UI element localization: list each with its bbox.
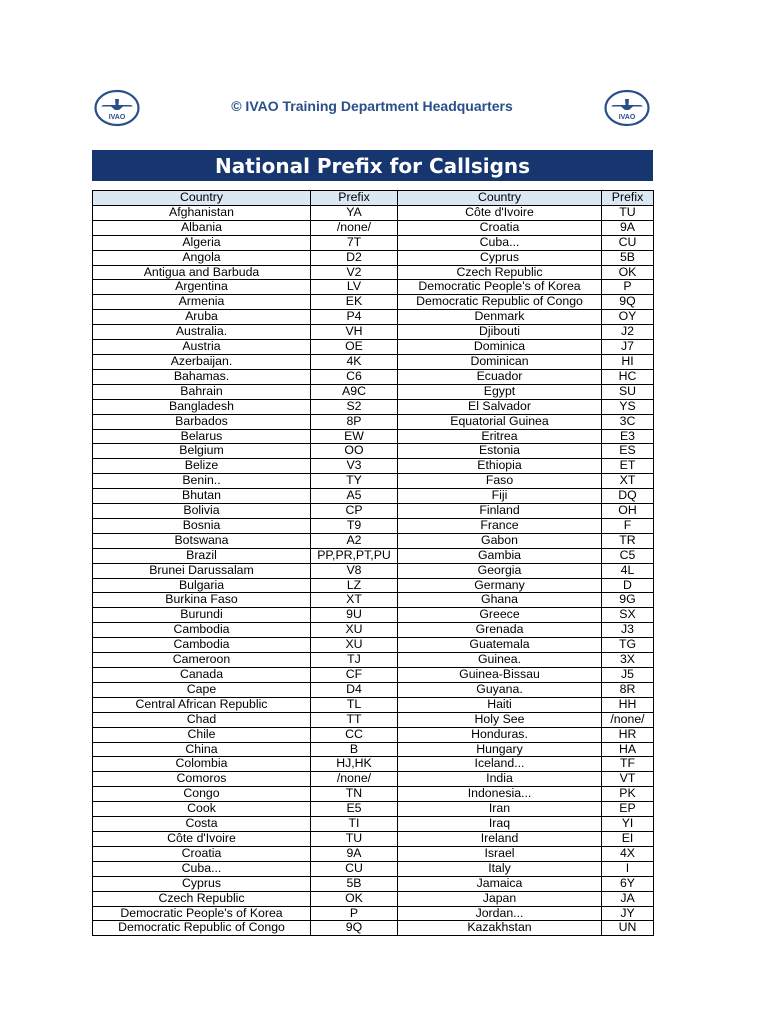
prefix-cell: TY: [311, 474, 398, 489]
table-row: [93, 548, 654, 563]
country-cell: Chad: [93, 712, 311, 727]
prefix-cell: CC: [311, 727, 398, 742]
prefix-cell: D: [602, 578, 654, 593]
country-cell: Burundi: [93, 608, 311, 623]
country-cell: Czech Republic: [93, 891, 311, 906]
table-row: [93, 697, 654, 712]
country-cell: Equatorial Guinea: [398, 414, 602, 429]
prefix-cell: EP: [602, 802, 654, 817]
prefix-cell: XT: [311, 593, 398, 608]
prefix-cell: YI: [602, 817, 654, 832]
country-cell: Finland: [398, 504, 602, 519]
country-cell: Angola: [93, 250, 311, 265]
prefix-cell: TG: [602, 638, 654, 653]
prefix-cell: 3X: [602, 653, 654, 668]
prefix-cell: VH: [311, 325, 398, 340]
country-cell: Israel: [398, 846, 602, 861]
prefix-cell: V8: [311, 563, 398, 578]
table-row: [93, 533, 654, 548]
ivao-logo-left: [94, 89, 140, 127]
country-cell: Guyana.: [398, 682, 602, 697]
prefix-cell: C6: [311, 369, 398, 384]
svg-text:IVAO: IVAO: [618, 114, 636, 121]
prefix-cell: OO: [311, 444, 398, 459]
table-row: [93, 384, 654, 399]
prefix-cell: XU: [311, 623, 398, 638]
prefix-cell: 4K: [311, 354, 398, 369]
prefix-cell: HH: [602, 697, 654, 712]
prefix-cell: B: [311, 742, 398, 757]
country-cell: Japan: [398, 891, 602, 906]
prefix-cell: ES: [602, 444, 654, 459]
country-cell: Antigua and Barbuda: [93, 265, 311, 280]
country-cell: Costa: [93, 817, 311, 832]
country-cell: Kazakhstan: [398, 921, 602, 936]
table-row: [93, 444, 654, 459]
table-row: [93, 623, 654, 638]
table-row: [93, 682, 654, 697]
country-cell: Ecuador: [398, 369, 602, 384]
table-row: [93, 250, 654, 265]
country-cell: Iran: [398, 802, 602, 817]
country-cell: Albania: [93, 220, 311, 235]
country-cell: Bosnia: [93, 518, 311, 533]
country-cell: Bahrain: [93, 384, 311, 399]
table-body: [93, 205, 654, 935]
prefix-cell: HJ,HK: [311, 757, 398, 772]
prefix-cell: C5: [602, 548, 654, 563]
country-cell: Georgia: [398, 563, 602, 578]
prefix-cell: TT: [311, 712, 398, 727]
country-cell: Chile: [93, 727, 311, 742]
country-cell: Botswana: [93, 533, 311, 548]
prefix-cell: TL: [311, 697, 398, 712]
table-row: [93, 489, 654, 504]
table-row: [93, 474, 654, 489]
country-cell: Aruba: [93, 310, 311, 325]
country-cell: Cook: [93, 802, 311, 817]
country-cell: Ireland: [398, 831, 602, 846]
prefix-cell: P4: [311, 310, 398, 325]
country-cell: Democratic People's of Korea: [398, 280, 602, 295]
prefix-cell: A5: [311, 489, 398, 504]
prefix-cell: 3C: [602, 414, 654, 429]
table-row: [93, 876, 654, 891]
prefix-cell: OH: [602, 504, 654, 519]
country-cell: Jordan...: [398, 906, 602, 921]
prefix-cell: LV: [311, 280, 398, 295]
country-cell: Bhutan: [93, 489, 311, 504]
country-cell: Dominica: [398, 340, 602, 355]
country-cell: Cambodia: [93, 623, 311, 638]
country-cell: Djibouti: [398, 325, 602, 340]
country-cell: Croatia: [398, 220, 602, 235]
prefix-cell: J5: [602, 668, 654, 683]
prefix-cell: ET: [602, 459, 654, 474]
country-cell: Faso: [398, 474, 602, 489]
prefix-cell: PK: [602, 787, 654, 802]
prefix-cell: J7: [602, 340, 654, 355]
table-row: [93, 846, 654, 861]
country-cell: Democratic Republic of Congo: [398, 295, 602, 310]
prefix-cell: 9A: [311, 846, 398, 861]
prefix-cell: CU: [311, 861, 398, 876]
prefix-cell: 4X: [602, 846, 654, 861]
table-row: [93, 593, 654, 608]
country-cell: Cyprus: [93, 876, 311, 891]
prefix-cell: TJ: [311, 653, 398, 668]
prefix-cell: TR: [602, 533, 654, 548]
prefix-cell: CP: [311, 504, 398, 519]
table-row: [93, 906, 654, 921]
country-cell: Bulgaria: [93, 578, 311, 593]
table-row: [93, 325, 654, 340]
country-cell: Indonesia...: [398, 787, 602, 802]
country-cell: China: [93, 742, 311, 757]
country-cell: Gabon: [398, 533, 602, 548]
prefix-cell: TI: [311, 817, 398, 832]
country-cell: Cuba...: [398, 235, 602, 250]
table-row: [93, 742, 654, 757]
prefix-cell: D4: [311, 682, 398, 697]
table-row: [93, 310, 654, 325]
table-row: [93, 369, 654, 384]
prefix-cell: YS: [602, 399, 654, 414]
ivao-logo-right: [604, 89, 650, 127]
prefix-cell: CF: [311, 668, 398, 683]
country-cell: Belarus: [93, 429, 311, 444]
table-row: [93, 817, 654, 832]
country-cell: Congo: [93, 787, 311, 802]
country-cell: Colombia: [93, 757, 311, 772]
prefix-cell: P: [602, 280, 654, 295]
table-row: [93, 802, 654, 817]
country-cell: Italy: [398, 861, 602, 876]
prefix-cell: HI: [602, 354, 654, 369]
prefix-cell: UN: [602, 921, 654, 936]
country-cell: Holy See: [398, 712, 602, 727]
prefix-cell: JY: [602, 906, 654, 921]
country-cell: Belgium: [93, 444, 311, 459]
country-cell: Jamaica: [398, 876, 602, 891]
table-row: [93, 608, 654, 623]
prefix-cell: EW: [311, 429, 398, 444]
country-cell: Ethiopia: [398, 459, 602, 474]
country-cell: Estonia: [398, 444, 602, 459]
header-title: © IVAO Training Department Headquarters: [231, 98, 513, 114]
country-cell: Cuba...: [93, 861, 311, 876]
prefix-cell: V2: [311, 265, 398, 280]
table-row: [93, 727, 654, 742]
prefix-cell: 5B: [602, 250, 654, 265]
country-cell: Algeria: [93, 235, 311, 250]
country-cell: Eritrea: [398, 429, 602, 444]
country-cell: Canada: [93, 668, 311, 683]
prefix-cell: 9G: [602, 593, 654, 608]
country-cell: Côte d'Ivoire: [93, 831, 311, 846]
table-row: [93, 340, 654, 355]
country-cell: Bolivia: [93, 504, 311, 519]
prefix-cell: OK: [602, 265, 654, 280]
country-cell: Democratic Republic of Congo: [93, 921, 311, 936]
table-row: [93, 757, 654, 772]
prefix-cell: 8P: [311, 414, 398, 429]
table-row: [93, 921, 654, 936]
country-cell: Honduras.: [398, 727, 602, 742]
table-row: [93, 563, 654, 578]
prefix-cell: OY: [602, 310, 654, 325]
table-row: [93, 712, 654, 727]
country-cell: Dominican: [398, 354, 602, 369]
table-row: [93, 668, 654, 683]
table-row: [93, 235, 654, 250]
country-cell: Grenada: [398, 623, 602, 638]
country-cell: Cameroon: [93, 653, 311, 668]
country-cell: Brazil: [93, 548, 311, 563]
prefix-cell: I: [602, 861, 654, 876]
country-cell: Bangladesh: [93, 399, 311, 414]
column-header-prefix: Prefix: [311, 191, 398, 206]
prefix-cell: TF: [602, 757, 654, 772]
table-row: [93, 787, 654, 802]
country-cell: Ghana: [398, 593, 602, 608]
country-cell: Croatia: [93, 846, 311, 861]
table-row: [93, 772, 654, 787]
prefix-cell: EK: [311, 295, 398, 310]
prefix-cell: /none/: [311, 772, 398, 787]
table-row: [93, 205, 654, 220]
table-row: [93, 518, 654, 533]
prefix-cell: A9C: [311, 384, 398, 399]
prefix-cell: VT: [602, 772, 654, 787]
prefix-table: [92, 190, 654, 936]
country-cell: Denmark: [398, 310, 602, 325]
table-row: [93, 653, 654, 668]
country-cell: India: [398, 772, 602, 787]
country-cell: Argentina: [93, 280, 311, 295]
prefix-cell: HA: [602, 742, 654, 757]
table-row: [93, 265, 654, 280]
prefix-cell: J2: [602, 325, 654, 340]
prefix-cell: 9A: [602, 220, 654, 235]
prefix-cell: XU: [311, 638, 398, 653]
country-cell: El Salvador: [398, 399, 602, 414]
country-cell: Haiti: [398, 697, 602, 712]
country-cell: Germany: [398, 578, 602, 593]
prefix-cell: /none/: [602, 712, 654, 727]
country-cell: Egypt: [398, 384, 602, 399]
table-header-row: [93, 191, 654, 206]
country-cell: Iceland...: [398, 757, 602, 772]
table-row: [93, 504, 654, 519]
prefix-cell: E3: [602, 429, 654, 444]
country-cell: Hungary: [398, 742, 602, 757]
prefix-cell: HR: [602, 727, 654, 742]
prefix-cell: D2: [311, 250, 398, 265]
prefix-cell: S2: [311, 399, 398, 414]
prefix-cell: A2: [311, 533, 398, 548]
prefix-cell: 5B: [311, 876, 398, 891]
page-title: National Prefix for Callsigns: [92, 150, 653, 181]
prefix-cell: 9U: [311, 608, 398, 623]
country-cell: Greece: [398, 608, 602, 623]
table-row: [93, 354, 654, 369]
table-row: [93, 399, 654, 414]
country-cell: Armenia: [93, 295, 311, 310]
prefix-cell: T9: [311, 518, 398, 533]
country-cell: Cambodia: [93, 638, 311, 653]
country-cell: Afghanistan: [93, 205, 311, 220]
table-row: [93, 831, 654, 846]
table-row: [93, 220, 654, 235]
prefix-cell: TU: [602, 205, 654, 220]
prefix-cell: DQ: [602, 489, 654, 504]
country-cell: Belize: [93, 459, 311, 474]
prefix-cell: J3: [602, 623, 654, 638]
country-cell: Australia.: [93, 325, 311, 340]
prefix-cell: PP,PR,PT,PU: [311, 548, 398, 563]
table-row: [93, 414, 654, 429]
column-header-country: Country: [93, 191, 311, 206]
prefix-cell: TN: [311, 787, 398, 802]
country-cell: Guinea.: [398, 653, 602, 668]
prefix-cell: HC: [602, 369, 654, 384]
prefix-cell: 7T: [311, 235, 398, 250]
table-row: [93, 638, 654, 653]
country-cell: Brunei Darussalam: [93, 563, 311, 578]
table-row: [93, 861, 654, 876]
prefix-cell: OK: [311, 891, 398, 906]
prefix-cell: V3: [311, 459, 398, 474]
prefix-cell: SX: [602, 608, 654, 623]
prefix-cell: F: [602, 518, 654, 533]
table-row: [93, 891, 654, 906]
prefix-cell: YA: [311, 205, 398, 220]
svg-text:IVAO: IVAO: [108, 114, 126, 121]
country-cell: Barbados: [93, 414, 311, 429]
prefix-cell: /none/: [311, 220, 398, 235]
prefix-cell: E5: [311, 802, 398, 817]
prefix-cell: OE: [311, 340, 398, 355]
country-cell: Azerbaijan.: [93, 354, 311, 369]
country-cell: Central African Republic: [93, 697, 311, 712]
prefix-cell: CU: [602, 235, 654, 250]
country-cell: Guinea-Bissau: [398, 668, 602, 683]
country-cell: Czech Republic: [398, 265, 602, 280]
country-cell: Austria: [93, 340, 311, 355]
prefix-cell: TU: [311, 831, 398, 846]
country-cell: Benin..: [93, 474, 311, 489]
country-cell: Gambia: [398, 548, 602, 563]
prefix-cell: XT: [602, 474, 654, 489]
prefix-cell: 4L: [602, 563, 654, 578]
prefix-cell: 9Q: [602, 295, 654, 310]
prefix-cell: SU: [602, 384, 654, 399]
country-cell: Burkina Faso: [93, 593, 311, 608]
country-cell: Cyprus: [398, 250, 602, 265]
prefix-cell: 8R: [602, 682, 654, 697]
table-row: [93, 459, 654, 474]
table-row: [93, 280, 654, 295]
table-row: [93, 429, 654, 444]
country-cell: Democratic People's of Korea: [93, 906, 311, 921]
prefix-cell: P: [311, 906, 398, 921]
country-cell: Côte d'Ivoire: [398, 205, 602, 220]
column-header-prefix: Prefix: [602, 191, 654, 206]
country-cell: France: [398, 518, 602, 533]
country-cell: Bahamas.: [93, 369, 311, 384]
table-row: [93, 295, 654, 310]
column-header-country: Country: [398, 191, 602, 206]
prefix-cell: 6Y: [602, 876, 654, 891]
country-cell: Iraq: [398, 817, 602, 832]
country-cell: Guatemala: [398, 638, 602, 653]
country-cell: Comoros: [93, 772, 311, 787]
prefix-cell: JA: [602, 891, 654, 906]
country-cell: Fiji: [398, 489, 602, 504]
prefix-cell: LZ: [311, 578, 398, 593]
country-cell: Cape: [93, 682, 311, 697]
prefix-cell: 9Q: [311, 921, 398, 936]
prefix-cell: EI: [602, 831, 654, 846]
table-row: [93, 578, 654, 593]
